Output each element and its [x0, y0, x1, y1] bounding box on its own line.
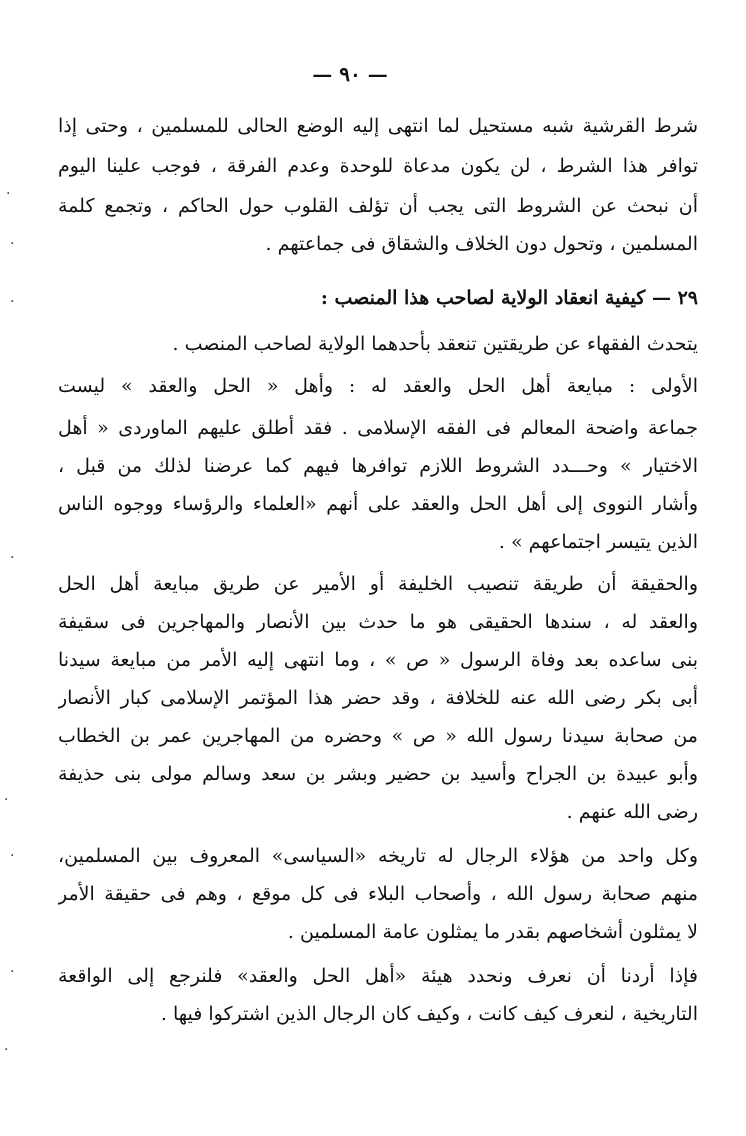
page-number: — ٩٠ —: [312, 62, 388, 86]
scan-speck: ·: [10, 236, 15, 252]
text-line: رضى الله عنهم .: [566, 801, 698, 823]
text-line: الأولى : مبايعة أهل الحل والعقد له : وأهل « الحل والعقد » ليست: [58, 375, 698, 397]
scan-speck: ·: [10, 550, 15, 566]
text-line: وكل واحد من هؤلاء الرجال له تاريخه «السياسى» المعروف بين المسلمين،: [58, 845, 698, 867]
text-line: بنى ساعده بعد وفاة الرسول « ص » ، وما انتهى إليه الأمر من مبايعة سيدنا: [58, 649, 698, 671]
text-line: أبى بكر رضى الله عنه للخلافة ، وقد حضر هذا المؤتمر الإسلامى كبار الأنصار: [58, 687, 698, 709]
text-line: الذين يتيسر اجتماعهم » .: [498, 531, 698, 553]
scan-speck: ·: [4, 1042, 9, 1058]
text-line: جماعة واضحة المعالم فى الفقه الإسلامى . فقد أطلق عليهم الماوردى « أهل: [58, 417, 698, 439]
scan-speck: ·: [10, 964, 15, 980]
scan-speck: ·: [4, 792, 9, 808]
text-line: من صحابة سيدنا رسول الله « ص » وحضره من المهاجرين عمر بن الخطاب: [58, 725, 698, 747]
text-line: والحقيقة أن طريقة تنصيب الخليفة أو الأمير عن طريق مبايعة أهل الحل: [58, 573, 698, 595]
text-line: توافر هذا الشرط ، لن يكون مدعاة للوحدة وعدم الفرقة ، فوجب علينا اليوم: [58, 155, 698, 177]
text-line: أن نبحث عن الشروط التى يجب أن تؤلف القلوب حول الحاكم ، وتجمع كلمة: [58, 195, 698, 217]
text-line: التاريخية ، لنعرف كيف كانت ، وكيف كان الرجال الذين اشتركوا فيها .: [160, 1003, 698, 1025]
text-line: لا يمثلون أشخاصهم بقدر ما يمثلون عامة المسلمين .: [287, 921, 698, 943]
text-line: وأشار النووى إلى أهل الحل والعقد على أنهم «العلماء والرؤساء ووجوه الناس: [58, 493, 698, 515]
scan-speck: ·: [10, 294, 15, 310]
scan-speck: ·: [10, 848, 15, 864]
text-line: المسلمين ، وتحول دون الخلاف والشقاق فى جماعتهم .: [265, 233, 698, 255]
text-line: الاختيار » وحـــدد الشروط اللازم توافرها فيهم كما عرضنا لذلك من قبل ،: [58, 455, 698, 477]
text-line: منهم صحابة رسول الله ، وأصحاب البلاء فى كل موقع ، وهم فى حقيقة الأمر: [58, 883, 698, 905]
text-line: شرط القرشية شبه مستحيل لما انتهى إليه الوضع الحالى للمسلمين ، وحتى إذا: [58, 115, 698, 137]
section-heading: ٢٩ — كيفية انعقاد الولاية لصاحب هذا المنصب :: [320, 287, 698, 309]
text-line: فإذا أردنا أن نعرف ونحدد هيئة «أهل الحل والعقد» فلنرجع إلى الواقعة: [58, 965, 698, 987]
text-line: يتحدث الفقهاء عن طريقتين تنعقد بأحدهما الولاية لصاحب المنصب .: [172, 333, 698, 355]
text-line: وأبو عبيدة بن الجراح وأسيد بن حضير وبشر بن سعد وسالم مولى بنى حذيفة: [58, 763, 698, 785]
text-line: والعقد له ، سندها الحقيقى هو ما حدث بين الأنصار والمهاجرين فى سقيفة: [58, 611, 698, 633]
scan-speck: ·: [6, 186, 11, 202]
